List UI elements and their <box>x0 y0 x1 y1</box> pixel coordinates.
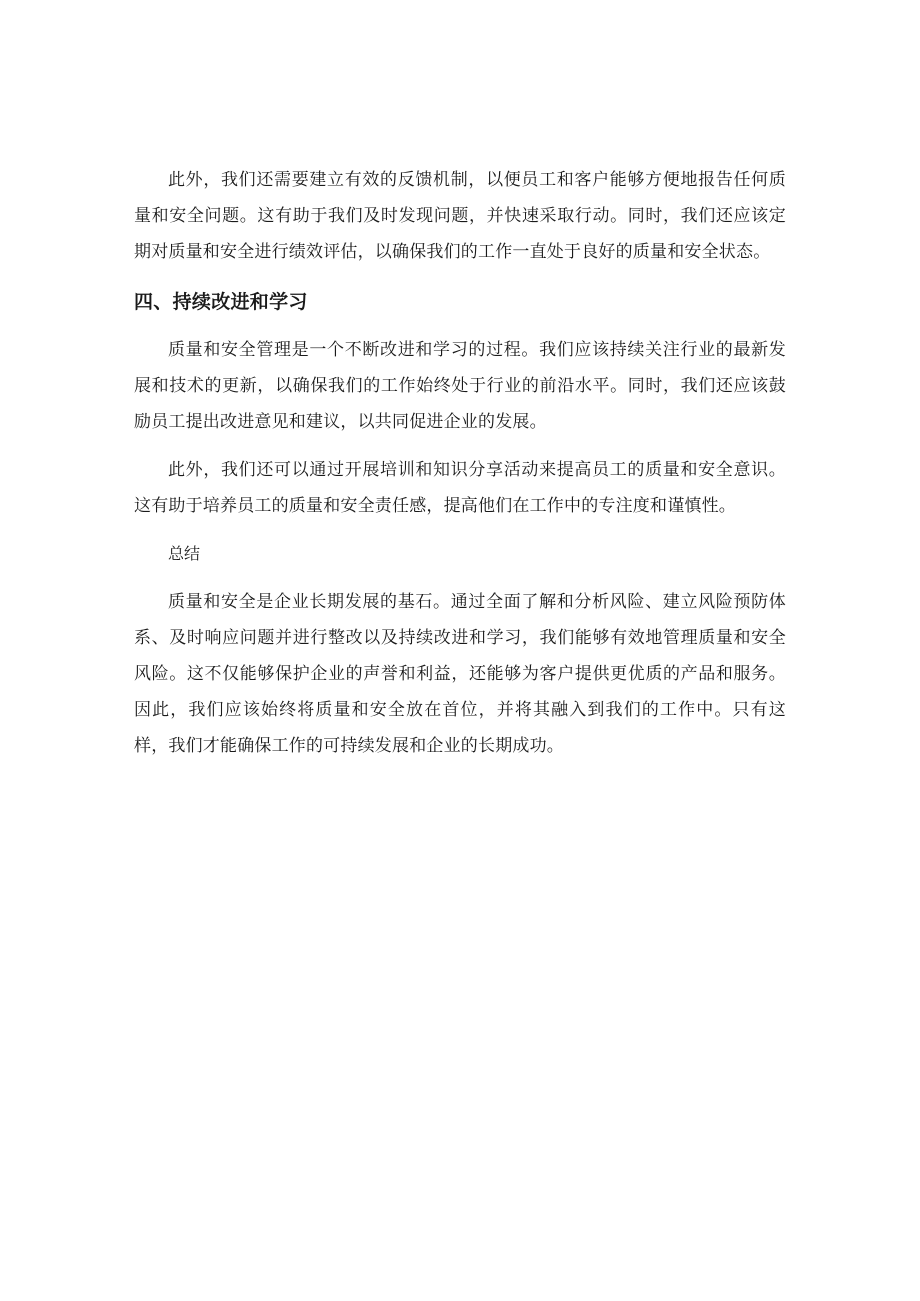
document-page <box>134 162 786 764</box>
feedback-paragraph: 此外，我们还需要建立有效的反馈机制，以便员工和客户能够方便地报告任何质量和安全问题。这有助于我们及时发现问题，并快速采取行动。同时，我们还应该定期对质量和安全进行绩效评估，以确保我们的工作一直处于良好的质量和安全状态。 <box>134 170 786 262</box>
summary-label: 总结 <box>168 544 201 563</box>
section-heading-continuous-improvement: 四、持续改进和学习 <box>134 291 308 313</box>
training-paragraph: 此外，我们还可以通过开展培训和知识分享活动来提高员工的质量和安全意识。这有助于培养员工的质量和安全责任感，提高他们在工作中的专注度和谨慎性。 <box>134 460 786 516</box>
summary-paragraph: 质量和安全是企业长期发展的基石。通过全面了解和分析风险、建立风险预防体系、及时响应问题并进行整改以及持续改进和学习，我们能够有效地管理质量和安全风险。这不仅能够保护企业的声誉和利益，还能够为客户提供更优质的产品和服务。因此，我们应该始终将质量和安全放在首位，并将其融入到我们的工作中。只有这样，我们才能确保工作的可持续发展和企业的长期成功。 <box>134 592 786 756</box>
improvement-paragraph: 质量和安全管理是一个不断改进和学习的过程。我们应该持续关注行业的最新发展和技术的更新，以确保我们的工作始终处于行业的前沿水平。同时，我们还应该鼓励员工提出改进意见和建议，以共同促进企业的发展。 <box>134 340 786 432</box>
